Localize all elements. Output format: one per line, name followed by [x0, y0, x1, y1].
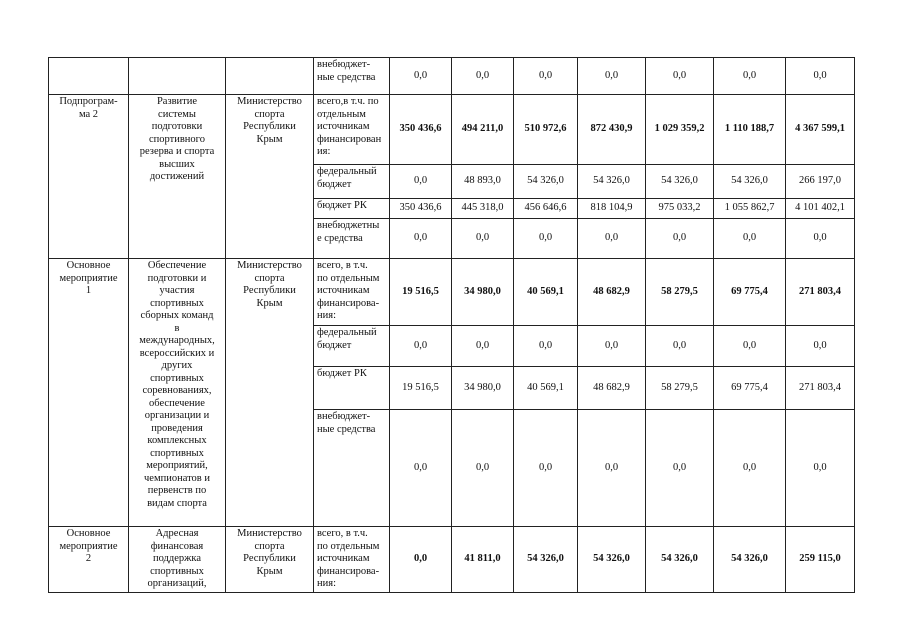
amount-cell: 0,0 — [646, 326, 714, 367]
amount-cell: 54 326,0 — [514, 527, 578, 593]
funding-source-cell: бюджет РК — [314, 199, 390, 219]
amount-cell: 54 326,0 — [714, 527, 786, 593]
funding-source-cell: федеральный бюджет — [314, 165, 390, 199]
amount-cell: 0,0 — [786, 58, 855, 95]
amount-cell: 350 436,6 — [390, 95, 452, 165]
amount-cell: 0,0 — [578, 326, 646, 367]
amount-cell: 69 775,4 — [714, 259, 786, 326]
amount-cell: 0,0 — [514, 219, 578, 259]
amount-cell: 19 516,5 — [390, 259, 452, 326]
table-row — [49, 527, 855, 593]
amount-cell: 34 980,0 — [452, 259, 514, 326]
amount-cell: 54 326,0 — [578, 527, 646, 593]
amount-cell: 41 811,0 — [452, 527, 514, 593]
amount-cell: 456 646,6 — [514, 199, 578, 219]
financing-table — [48, 57, 855, 593]
row-code-cell — [49, 58, 129, 95]
amount-cell: 1 055 862,7 — [714, 199, 786, 219]
amount-cell: 0,0 — [646, 58, 714, 95]
amount-cell: 975 033,2 — [646, 199, 714, 219]
row-executor-cell: Министерство спорта Республики Крым — [226, 527, 314, 593]
funding-source-cell: всего, в т.ч. по отдельным источникам финансирова- ния: — [314, 259, 390, 326]
amount-cell: 0,0 — [786, 219, 855, 259]
funding-source-cell: внебюджет- ные средства — [314, 410, 390, 527]
amount-cell: 34 980,0 — [452, 367, 514, 410]
amount-cell: 0,0 — [390, 410, 452, 527]
amount-cell: 0,0 — [578, 219, 646, 259]
amount-cell: 0,0 — [390, 58, 452, 95]
funding-source-cell: внебюджет- ные средства — [314, 58, 390, 95]
amount-cell: 259 115,0 — [786, 527, 855, 593]
amount-cell: 0,0 — [578, 410, 646, 527]
amount-cell: 271 803,4 — [786, 259, 855, 326]
amount-cell: 0,0 — [390, 219, 452, 259]
funding-source-cell: федеральный бюджет — [314, 326, 390, 367]
row-name-cell: Обеспечение подготовки и участия спортивных сборных команд в международных, всероссийских и других спортивных соревнованиях, обеспечение организации и проведения комплексных спортивных мероприятий, чемпионатов и первенств по видам спорта — [129, 259, 226, 527]
amount-cell: 69 775,4 — [714, 367, 786, 410]
amount-cell: 0,0 — [514, 410, 578, 527]
amount-cell: 48 682,9 — [578, 367, 646, 410]
table-row — [49, 259, 855, 326]
amount-cell: 0,0 — [646, 410, 714, 527]
amount-cell: 0,0 — [786, 326, 855, 367]
amount-cell: 48 682,9 — [578, 259, 646, 326]
amount-cell: 48 893,0 — [452, 165, 514, 199]
amount-cell: 0,0 — [390, 527, 452, 593]
funding-source-cell: всего,в т.ч. по отдельным источникам финансирован ия: — [314, 95, 390, 165]
amount-cell: 19 516,5 — [390, 367, 452, 410]
amount-cell: 0,0 — [714, 410, 786, 527]
amount-cell: 0,0 — [714, 58, 786, 95]
row-code-cell: Подпрограм- ма 2 — [49, 95, 129, 259]
amount-cell: 0,0 — [646, 219, 714, 259]
funding-source-cell: внебюджетны е средства — [314, 219, 390, 259]
amount-cell: 872 430,9 — [578, 95, 646, 165]
amount-cell: 0,0 — [390, 326, 452, 367]
amount-cell: 0,0 — [578, 58, 646, 95]
amount-cell: 1 110 188,7 — [714, 95, 786, 165]
funding-source-cell: бюджет РК — [314, 367, 390, 410]
amount-cell: 58 279,5 — [646, 367, 714, 410]
amount-cell: 0,0 — [390, 165, 452, 199]
amount-cell: 54 326,0 — [578, 165, 646, 199]
amount-cell: 0,0 — [786, 410, 855, 527]
amount-cell: 445 318,0 — [452, 199, 514, 219]
amount-cell: 818 104,9 — [578, 199, 646, 219]
row-name-cell: Развитие системы подготовки спортивного резерва и спорта высших достижений — [129, 95, 226, 259]
amount-cell: 0,0 — [714, 326, 786, 367]
amount-cell: 40 569,1 — [514, 259, 578, 326]
amount-cell: 0,0 — [514, 58, 578, 95]
amount-cell: 0,0 — [514, 326, 578, 367]
amount-cell: 40 569,1 — [514, 367, 578, 410]
amount-cell: 4 101 402,1 — [786, 199, 855, 219]
table-row — [49, 58, 855, 95]
amount-cell: 271 803,4 — [786, 367, 855, 410]
funding-source-cell: всего, в т.ч. по отдельным источникам финансирова- ния: — [314, 527, 390, 593]
amount-cell: 54 326,0 — [514, 165, 578, 199]
amount-cell: 350 436,6 — [390, 199, 452, 219]
row-name-cell: Адресная финансовая поддержка спортивных организаций, — [129, 527, 226, 593]
row-code-cell: Основное мероприятие 2 — [49, 527, 129, 593]
row-name-cell — [129, 58, 226, 95]
amount-cell: 54 326,0 — [646, 165, 714, 199]
amount-cell: 54 326,0 — [646, 527, 714, 593]
amount-cell: 0,0 — [452, 326, 514, 367]
amount-cell: 1 029 359,2 — [646, 95, 714, 165]
amount-cell: 0,0 — [452, 219, 514, 259]
table-row — [49, 95, 855, 165]
row-code-cell: Основное мероприятие 1 — [49, 259, 129, 527]
row-executor-cell: Министерство спорта Республики Крым — [226, 95, 314, 259]
amount-cell: 494 211,0 — [452, 95, 514, 165]
row-executor-cell — [226, 58, 314, 95]
amount-cell: 0,0 — [452, 410, 514, 527]
table-body — [49, 58, 855, 593]
amount-cell: 4 367 599,1 — [786, 95, 855, 165]
row-executor-cell: Министерство спорта Республики Крым — [226, 259, 314, 527]
amount-cell: 510 972,6 — [514, 95, 578, 165]
amount-cell: 266 197,0 — [786, 165, 855, 199]
amount-cell: 54 326,0 — [714, 165, 786, 199]
amount-cell: 58 279,5 — [646, 259, 714, 326]
amount-cell: 0,0 — [714, 219, 786, 259]
amount-cell: 0,0 — [452, 58, 514, 95]
